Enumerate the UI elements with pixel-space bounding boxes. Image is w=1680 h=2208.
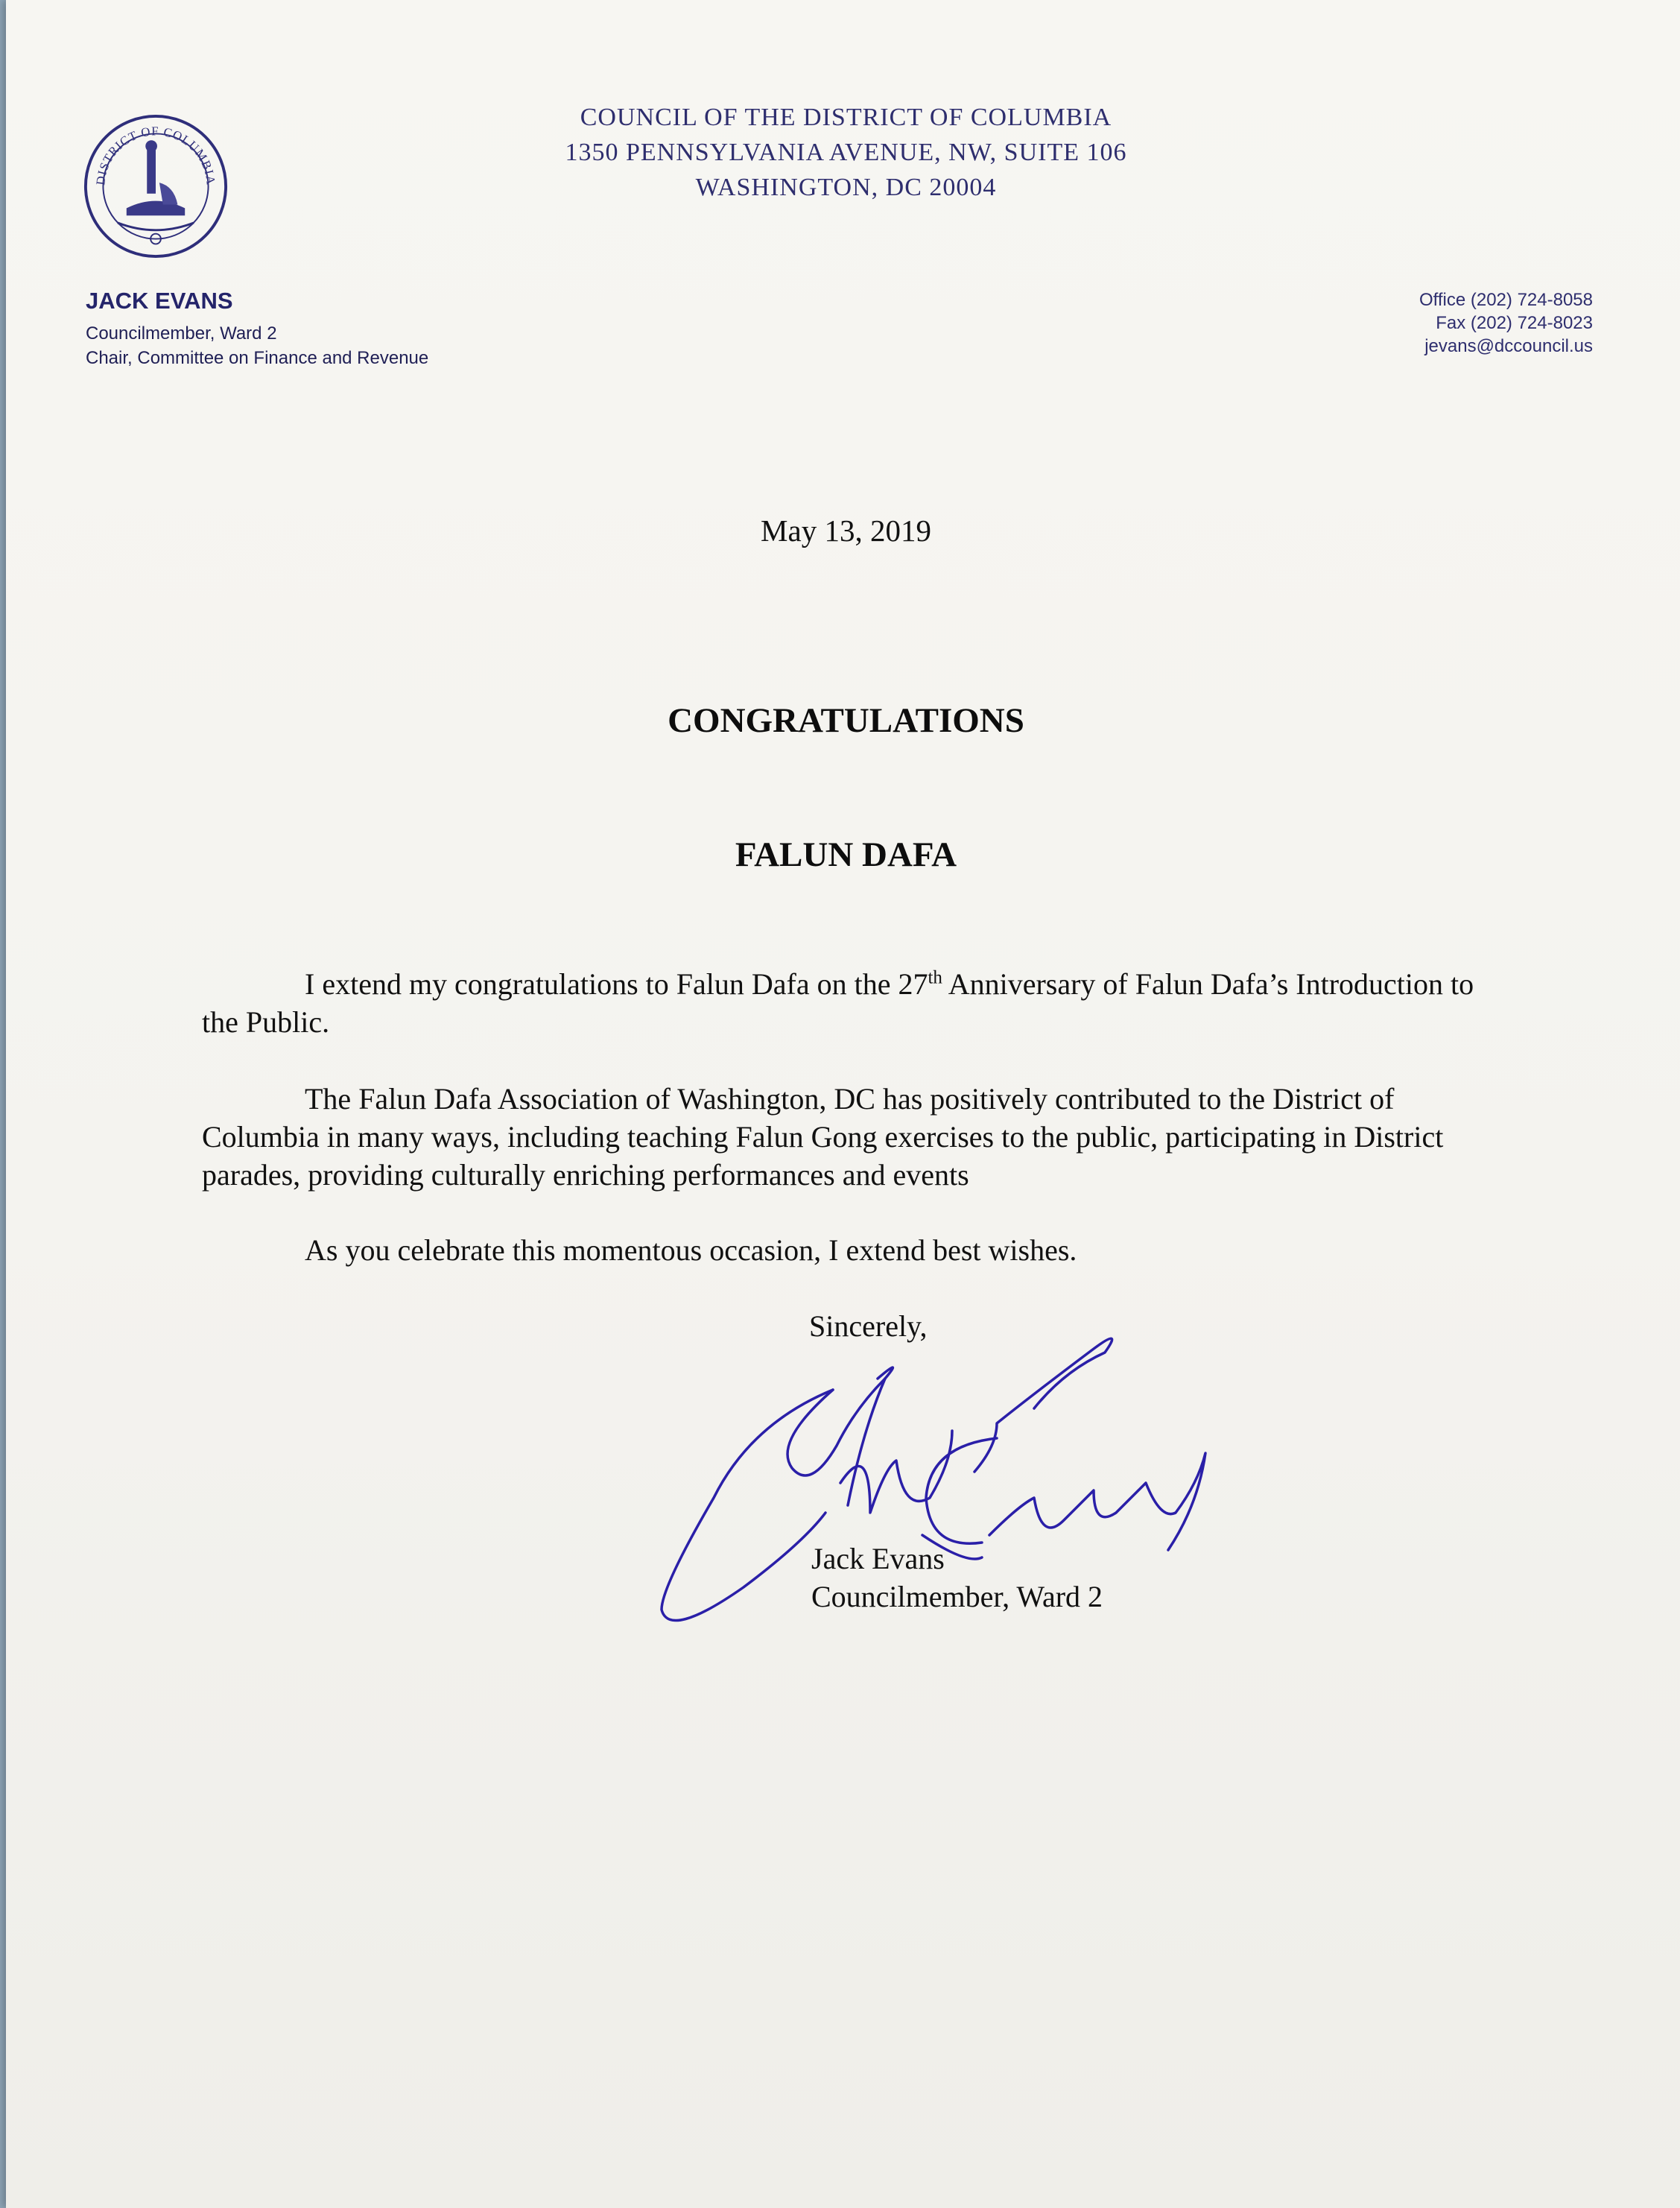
letter-date: May 13, 2019: [761, 513, 931, 548]
council-address: 1350 PENNSYLVANIA AVENUE, NW, SUITE 106: [565, 139, 1127, 166]
member-name: JACK EVANS: [86, 288, 233, 314]
ordinal-suffix: th: [928, 967, 942, 988]
svg-text:DISTRICT OF COLUMBIA: DISTRICT OF COLUMBIA: [93, 124, 218, 186]
email-address: jevans@dccouncil.us: [1424, 336, 1593, 356]
paragraph-3-text: As you celebrate this momentous occasion, I extend best wishes.: [305, 1233, 1077, 1267]
member-chair: Chair, Committee on Finance and Revenue: [86, 348, 429, 368]
paragraph-1: [202, 965, 1513, 1041]
letter-heading: CONGRATULATIONS: [668, 701, 1024, 740]
signer-name: Jack Evans: [811, 1542, 945, 1575]
member-ward: Councilmember, Ward 2: [86, 323, 277, 344]
paragraph-2: [202, 1080, 1513, 1194]
council-name: COUNCIL OF THE DISTRICT OF COLUMBIA: [580, 104, 1112, 131]
paragraph-1-end: Anniversary of Falun Dafa’s Introduction to the Public.: [202, 967, 1474, 1039]
letter-recipient: FALUN DAFA: [735, 835, 957, 874]
paragraph-1-start: I extend my congratulations to Falun Dafa on the 27: [305, 967, 928, 1001]
paragraph-3: [202, 1231, 1513, 1269]
fax-number: Fax (202) 724-8023: [1436, 313, 1593, 333]
office-phone: Office (202) 724-8058: [1419, 290, 1593, 310]
letter-page: [6, 0, 1680, 2208]
paragraph-2-text: The Falun Dafa Association of Washington, DC has positively contributed to the District of Columbia in many ways, including teaching Falun Gong exercises to the public, participating in District parades, providing culturally enriching performances and events: [202, 1082, 1444, 1192]
signer-title: Councilmember, Ward 2: [811, 1580, 1103, 1613]
council-city: WASHINGTON, DC 20004: [695, 174, 997, 201]
closing: Sincerely,: [809, 1309, 928, 1343]
